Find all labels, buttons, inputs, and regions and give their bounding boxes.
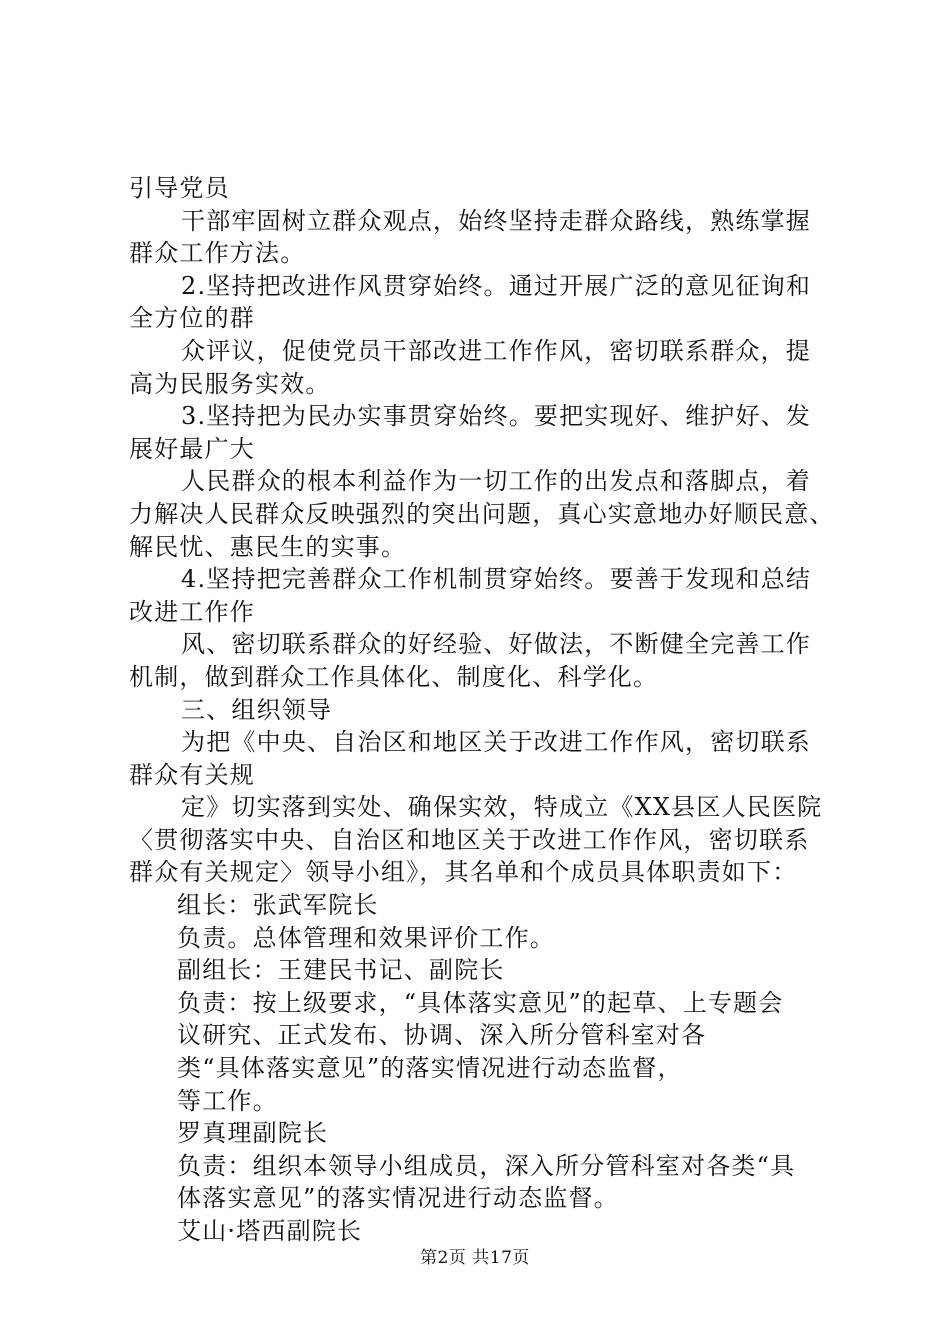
text-line: 罗真理副院长 xyxy=(177,1119,329,1148)
text-line: 体落实意见”的落实情况进行动态监督。 xyxy=(177,1184,619,1213)
text-line: 组长：张武军院长 xyxy=(177,891,379,920)
text-line: 群众有关规定〉领导小组》，其名单和个成员具体职责如下： xyxy=(129,858,798,887)
text-line: 定》切实落到实处、确保实效，特成立《XX县区人民医院 xyxy=(181,793,823,822)
text-line: 副组长：王建民书记、副院长 xyxy=(177,956,505,985)
text-line: 等工作。 xyxy=(177,1086,278,1115)
text-line: 全方位的群 xyxy=(129,304,255,333)
text-line: 〈贯彻落实中央、自治区和地区关于改进工作作风，密切联系 xyxy=(129,825,810,854)
text-line: 机制，做到群众工作具体化、制度化、科学化。 xyxy=(129,662,659,691)
text-line: 群众有关规 xyxy=(129,760,255,789)
text-line: 2.坚持把改进作风贯穿始终。通过开展广泛的意见征询和 xyxy=(181,271,812,300)
text-line: 艾山·塔西副院长 xyxy=(177,1217,363,1245)
text-line: 负责：组织本领导小组成员，深入所分管科室对各类“具 xyxy=(177,1151,796,1180)
text-line: 解民忧、惠民生的实事。 xyxy=(129,532,407,561)
text-line: 群众工作方法。 xyxy=(129,239,306,268)
text-line: 众评议，促使党员干部改进工作作风，密切联系群众，提 xyxy=(181,336,811,365)
page-number-footer: 第2页 共17页 xyxy=(420,1248,530,1268)
text-line: 干部牢固树立群众观点，始终坚持走群众路线，熟练掌握 xyxy=(181,206,811,235)
text-line: 负责：按上级要求，“具体落实意见”的起草、上专题会 xyxy=(177,988,784,1017)
text-line: 为把《中央、自治区和地区关于改进工作作风，密切联系 xyxy=(181,728,811,757)
text-line: 类“具体落实意见”的落实情况进行动态监督， xyxy=(177,1054,683,1083)
text-line: 3.坚持把为民办实事贯穿始终。要把实现好、维护好、发 xyxy=(181,402,812,431)
text-line: 高为民服务实效。 xyxy=(129,369,331,398)
text-line: 风、密切联系群众的好经验、好做法，不断健全完善工作 xyxy=(181,630,811,659)
text-line: 改进工作作 xyxy=(129,597,255,626)
text-line: 4.坚持把完善群众工作机制贯穿始终。要善于发现和总结 xyxy=(181,565,812,594)
document-body xyxy=(129,172,859,1248)
text-line: 展好最广大 xyxy=(129,434,255,463)
text-line: 人民群众的根本利益作为一切工作的出发点和落脚点，着 xyxy=(181,467,811,496)
text-line: 负责。总体管理和效果评价工作。 xyxy=(177,923,555,952)
text-line: 力解决人民群众反映强烈的突出问题，真心实意地办好顺民意、 xyxy=(129,499,835,528)
text-line: 议研究、正式发布、协调、深入所分管科室对各 xyxy=(177,1021,707,1050)
section-heading: 三、组织领导 xyxy=(181,695,333,724)
text-line: 引导党员 xyxy=(129,174,230,202)
